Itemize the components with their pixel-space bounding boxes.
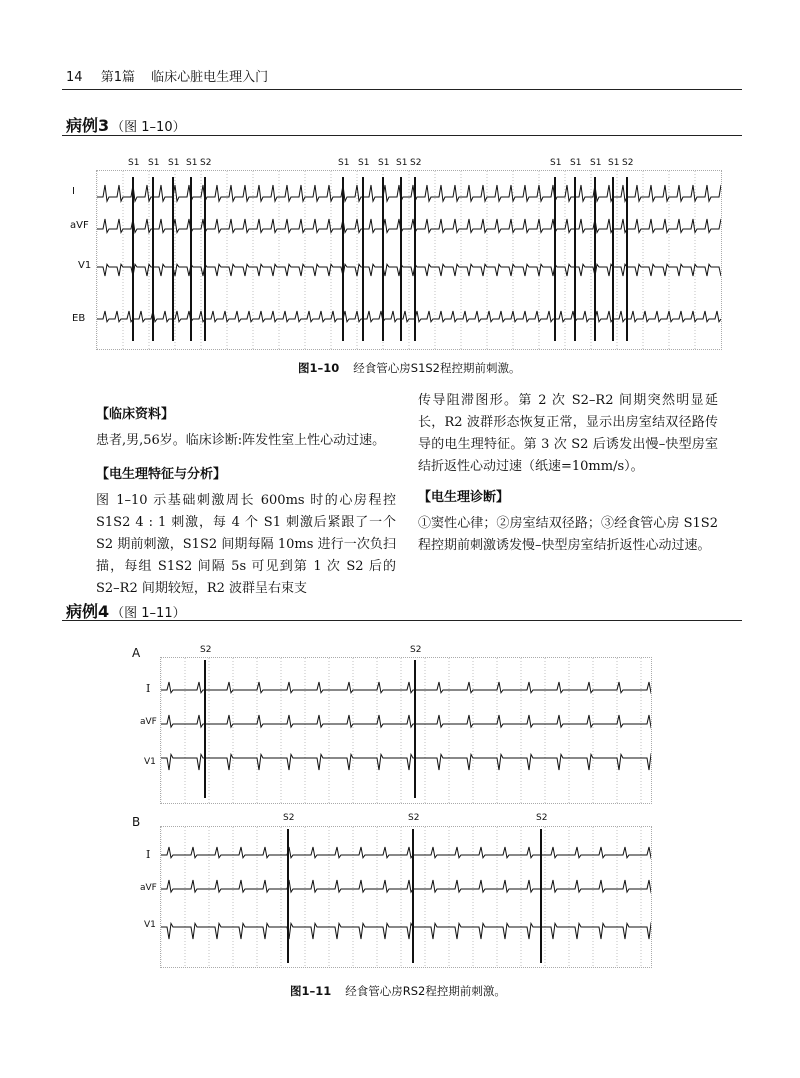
analysis-heading: 【电生理特征与分析】 (96, 467, 227, 482)
part-label: 第1篇 (100, 70, 135, 85)
case4-heading (66, 599, 186, 622)
stim-label-s2: S2 (622, 158, 634, 168)
stim-label-s1: S1 (358, 158, 370, 168)
caption-number: 图1–10 (298, 361, 340, 375)
stim-label-s2: S2 (408, 813, 420, 823)
panel-b-label: B (132, 815, 141, 829)
lead-label-avf: aVF (140, 717, 157, 727)
lead-label-i: I (146, 848, 151, 861)
figure-1-10-caption (298, 360, 521, 376)
lead-label-v1: V1 (144, 920, 156, 930)
stim-label-s2: S2 (536, 813, 548, 823)
case3-rule (62, 135, 742, 136)
figure-1-11-caption (290, 983, 506, 999)
ecg-strip-panel-b (161, 827, 651, 967)
caption-text: 经食管心房RS2程控期前刺激。 (345, 984, 506, 998)
lead-label-v1: V1 (78, 260, 92, 271)
lead-avf-trace (161, 715, 651, 727)
diagnosis-heading: 【电生理诊断】 (418, 490, 510, 505)
case3-figref: （图 1–10） (111, 120, 186, 135)
lead-i-trace (161, 847, 651, 858)
stim-label-s1: S1 (396, 158, 408, 168)
lead-v1-trace (161, 923, 651, 939)
stim-label-s1: S1 (338, 158, 350, 168)
stim-label-s1: S1 (128, 158, 140, 168)
lead-label-avf: aVF (140, 883, 157, 893)
case4-rule (62, 620, 742, 621)
stim-label-row (96, 158, 720, 172)
clinical-heading: 【临床资料】 (96, 407, 175, 422)
stim-label-s2: S2 (200, 158, 212, 168)
ecg-strip-1-10 (97, 171, 721, 349)
stim-label-s1: S1 (186, 158, 198, 168)
case3-title: 病例3 (66, 116, 110, 135)
page-number: 14 (66, 70, 83, 85)
diagnosis-text: ①窦性心律；②房室结双径路；③经食管心房 S1S2 程控期前刺激诱发慢–快型房室结折返性心动过速。 (418, 516, 718, 553)
figure-1-11-panel-a (160, 657, 652, 804)
stim-label-s2: S2 (283, 813, 295, 823)
stim-label-s1: S1 (590, 158, 602, 168)
analysis-text-right: 传导阻滞图形。第 2 次 S2–R2 间期突然明显延长，R2 波群形态恢复正常，显示出房室结双径路传导的电生理特征。第 3 次 S2 后诱发出慢–快型房室结折返性心动过速（纸速=10mm/s）。 (418, 393, 718, 474)
lead-label-i: I (146, 682, 151, 695)
lead-label-avf: aVF (70, 220, 89, 231)
stim-label-s1: S1 (148, 158, 160, 168)
stim-label-s1: S1 (378, 158, 390, 168)
running-header (66, 66, 268, 85)
stim-label-s1: S1 (608, 158, 620, 168)
case3-heading (66, 113, 186, 136)
case4-figref: （图 1–11） (111, 606, 186, 621)
figure-1-11-panel-b (160, 826, 652, 968)
part-title: 临床心脏电生理入门 (151, 70, 269, 85)
stim-label-s1: S1 (168, 158, 180, 168)
clinical-text: 患者,男,56岁。临床诊断:阵发性室上性心动过速。 (96, 433, 386, 448)
lead-label-eb: EB (72, 313, 86, 324)
lead-avf-trace (161, 880, 651, 892)
header-rule (62, 89, 742, 90)
case4-title: 病例4 (66, 602, 110, 621)
caption-number: 图1–11 (290, 984, 332, 998)
lead-label-v1: V1 (144, 757, 156, 767)
ecg-strip-panel-a (161, 658, 651, 803)
panel-a-label: A (132, 646, 141, 660)
lead-label-i: I (72, 186, 75, 197)
stim-label-s2: S2 (410, 645, 422, 655)
stim-label-s2: S2 (200, 645, 212, 655)
figure-1-10 (96, 170, 722, 350)
stim-label-s2: S2 (410, 158, 422, 168)
stim-label-s1: S1 (550, 158, 562, 168)
lead-v1-trace (161, 754, 651, 770)
analysis-text-left: 图 1–10 示基础刺激周长 600ms 时的心房程控 S1S2 4 : 1 刺激，每 4 个 S1 刺激后紧跟了一个 S2 期前刺激，S1S2 间期每隔 10ms 进行一次负扫描，每组 S1S2 间隔 5s 可见到第 1 次 S2 后的 S2–R2 间期较短，R2 波群呈右束支 (96, 493, 396, 596)
stim-label-s1: S1 (570, 158, 582, 168)
lead-i-trace (161, 682, 651, 693)
caption-text: 经食管心房S1S2程控期前刺激。 (353, 361, 521, 375)
